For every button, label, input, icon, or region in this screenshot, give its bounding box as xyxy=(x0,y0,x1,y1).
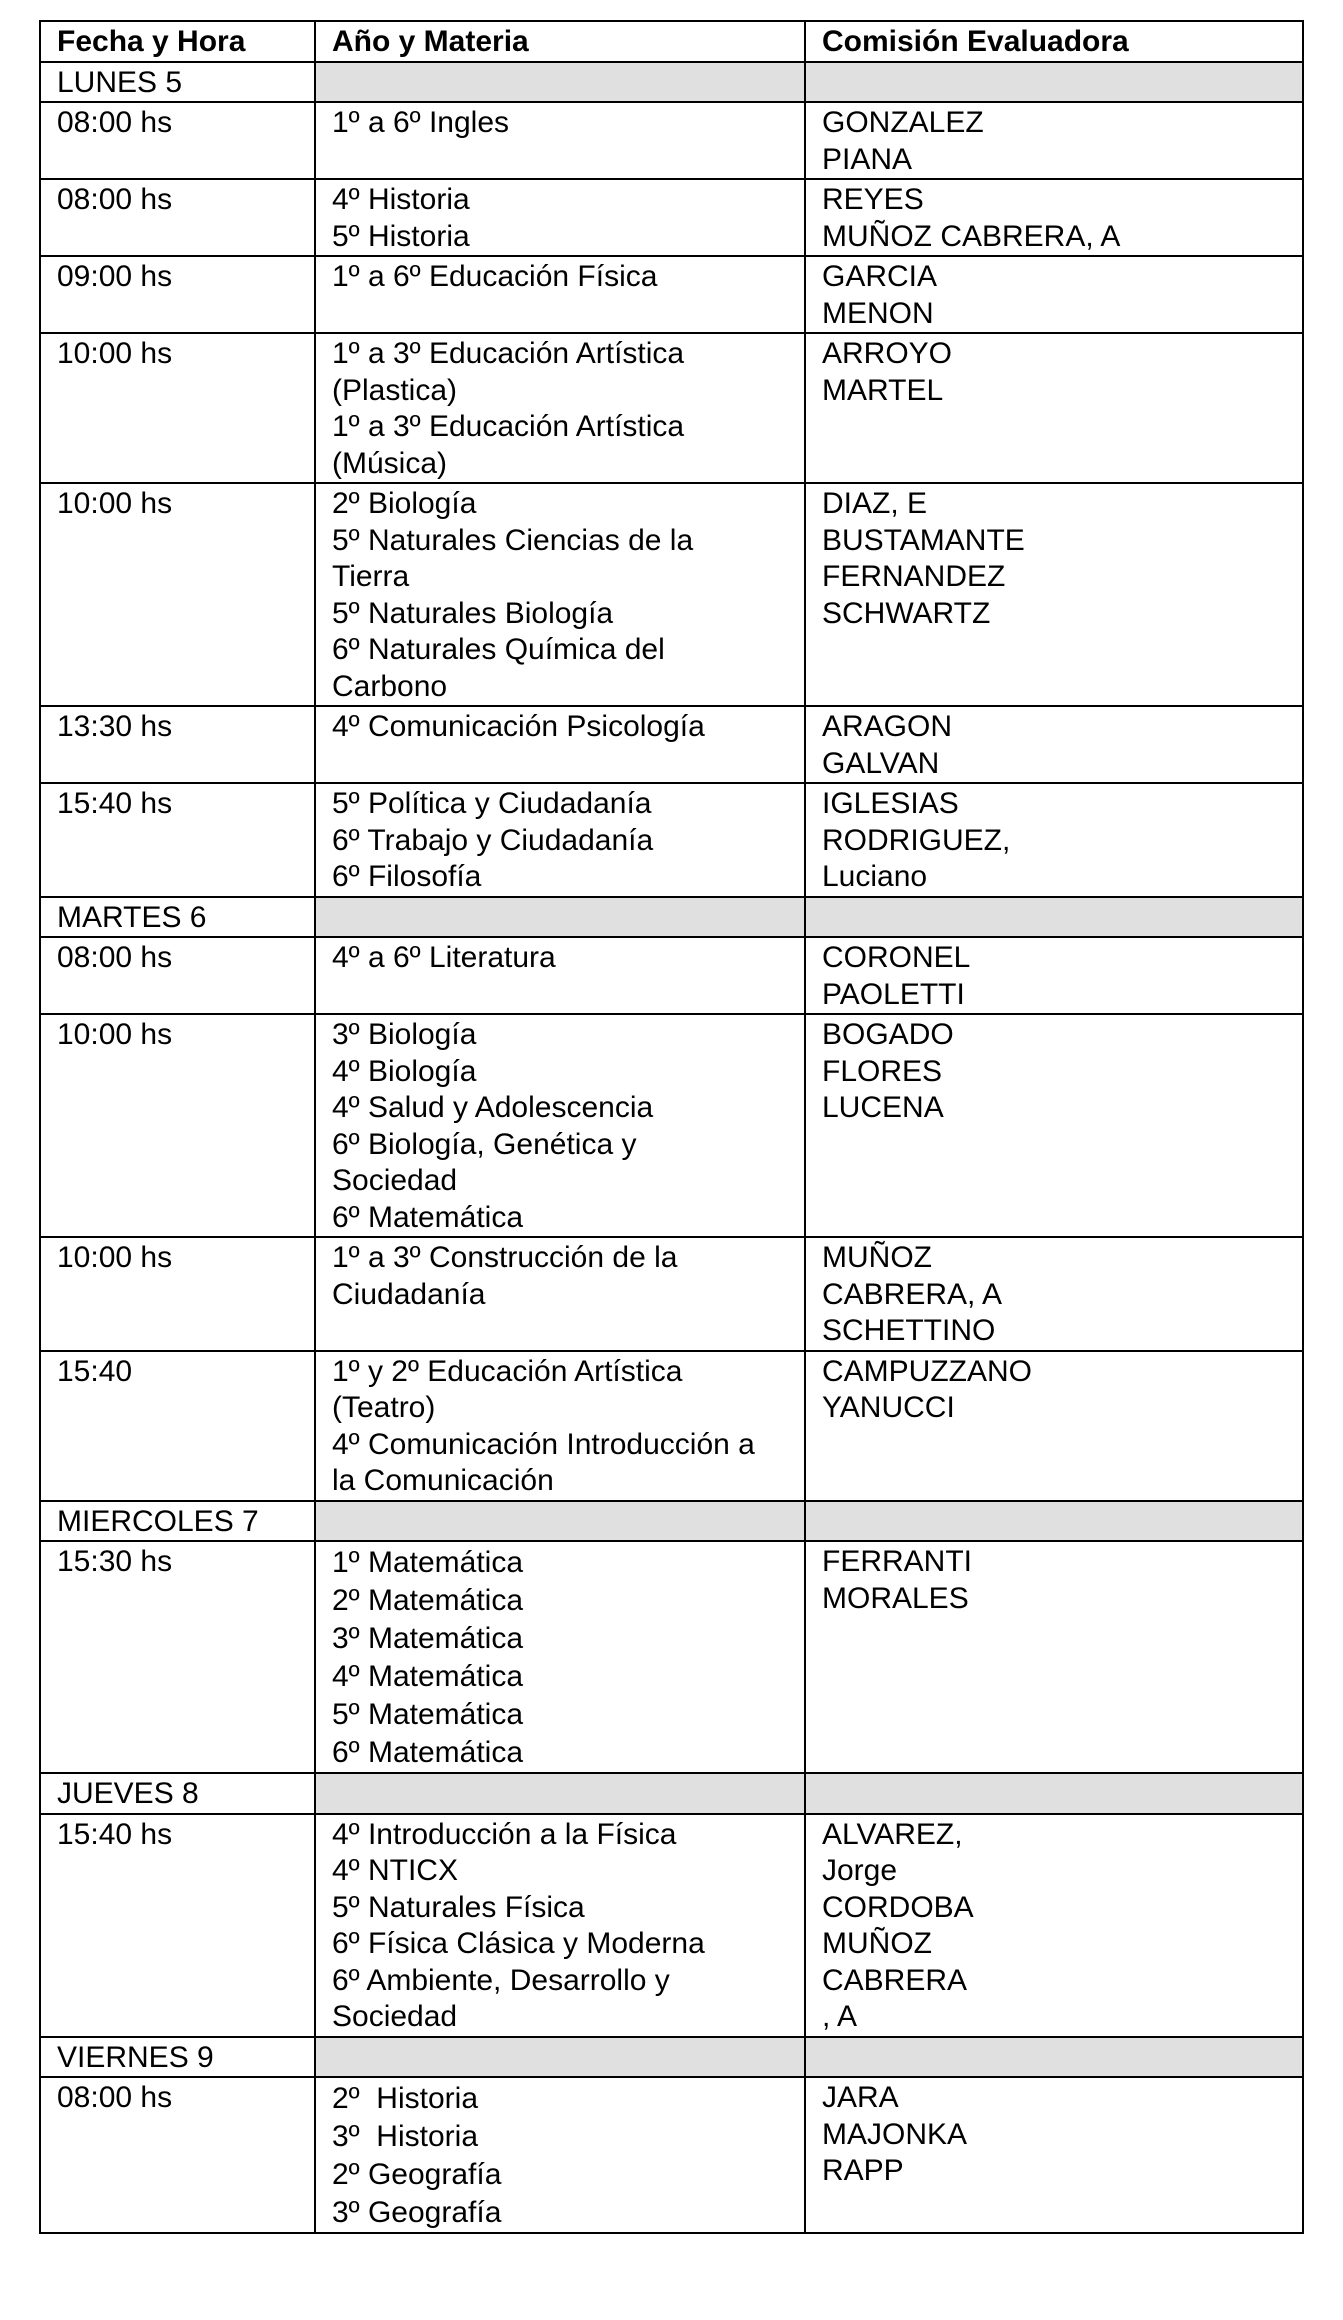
exam-commission-line: ARAGON xyxy=(822,710,953,743)
exam-commission-line: Jorge xyxy=(822,1854,898,1887)
exam-subjects xyxy=(315,102,805,179)
exam-commission-line: PAOLETTI xyxy=(822,977,965,1011)
exam-subjects-line: 1º a 3º Educación Artística xyxy=(332,410,685,443)
exam-time: 10:00 hs xyxy=(40,483,315,706)
exam-subjects-line: la Comunicación xyxy=(332,1464,554,1497)
exam-row xyxy=(40,102,1303,179)
day-row xyxy=(40,2037,1303,2078)
exam-subjects-line: 6º Naturales Química del xyxy=(332,633,665,666)
exam-commission xyxy=(805,1014,1303,1237)
exam-subjects-line: 1º a 3º Educación Artística xyxy=(332,337,685,370)
header-row xyxy=(40,21,1303,62)
exam-time: 15:30 hs xyxy=(40,1541,315,1773)
exam-subjects-line: Sociedad xyxy=(332,2000,458,2033)
exam-commission xyxy=(805,179,1303,256)
exam-subjects-line: 1º a 6º Educación Física xyxy=(332,260,658,293)
exam-subjects xyxy=(315,1014,805,1237)
exam-commission xyxy=(805,937,1303,1014)
exam-commission xyxy=(805,706,1303,783)
exam-row xyxy=(40,1541,1303,1773)
day-label: LUNES 5 xyxy=(40,62,315,103)
exam-commission xyxy=(805,483,1303,706)
exam-commission-line: FLORES xyxy=(822,1054,943,1088)
exam-subjects-line: 4º Historia xyxy=(332,183,470,216)
day-label: JUEVES 8 xyxy=(40,1773,315,1814)
exam-commission xyxy=(805,256,1303,333)
exam-subjects-line: 5º Matemática xyxy=(332,1698,524,1731)
header-date-time: Fecha y Hora xyxy=(40,21,315,62)
exam-subjects xyxy=(315,1814,805,2037)
exam-time: 08:00 hs xyxy=(40,2077,315,2233)
exam-subjects-line: 4º a 6º Literatura xyxy=(332,941,556,974)
day-shade-cell xyxy=(315,2037,805,2078)
exam-time: 10:00 hs xyxy=(40,333,315,483)
exam-subjects-line: 6º Ambiente, Desarrollo y xyxy=(332,1963,670,1997)
exam-commission-line: REYES xyxy=(822,183,924,216)
exam-subjects-line: 1º a 6º Ingles xyxy=(332,106,510,139)
exam-commission-line: MUÑOZ xyxy=(822,1927,932,1960)
exam-commission-line: YANUCCI xyxy=(822,1391,955,1424)
exam-commission-line: MUÑOZ CABRERA, A xyxy=(822,219,1121,253)
exam-subjects-line: 6º Matemática xyxy=(332,1200,524,1234)
exam-row xyxy=(40,2077,1303,2233)
exam-subjects-line: 5º Naturales Biología xyxy=(332,596,614,630)
exam-subjects-line: 4º Salud y Adolescencia xyxy=(332,1091,654,1124)
exam-subjects-line: 4º Comunicación Psicología xyxy=(332,710,705,743)
exam-commission-line: JARA xyxy=(822,2081,899,2114)
exam-subjects-line: Ciudadanía xyxy=(332,1277,486,1311)
exam-subjects-line: 3º Historia xyxy=(332,2120,479,2153)
exam-subjects-line: 6º Trabajo y Ciudadanía xyxy=(332,823,654,857)
exam-subjects-line: 4º Biología xyxy=(332,1054,477,1088)
day-shade-cell xyxy=(315,1501,805,1542)
day-shade-cell xyxy=(805,1773,1303,1814)
exam-subjects-line: 6º Filosofía xyxy=(332,860,482,893)
exam-row xyxy=(40,706,1303,783)
exam-commission xyxy=(805,1814,1303,2037)
exam-subjects-line: 2º Biología xyxy=(332,487,477,520)
exam-commission-line: BUSTAMANTE xyxy=(822,523,1025,557)
exam-commission xyxy=(805,102,1303,179)
exam-row xyxy=(40,1014,1303,1237)
exam-subjects xyxy=(315,706,805,783)
exam-commission-line: BOGADO xyxy=(822,1018,954,1051)
exam-subjects xyxy=(315,333,805,483)
day-row xyxy=(40,897,1303,938)
exam-subjects-line: (Plastica) xyxy=(332,373,458,407)
exam-subjects-line: 6º Biología, Genética y xyxy=(332,1127,637,1161)
exam-commission xyxy=(805,783,1303,897)
day-shade-cell xyxy=(805,2037,1303,2078)
day-label: MARTES 6 xyxy=(40,897,315,938)
day-shade-cell xyxy=(805,1501,1303,1542)
exam-row xyxy=(40,937,1303,1014)
day-row xyxy=(40,1501,1303,1542)
exam-time: 13:30 hs xyxy=(40,706,315,783)
exam-row xyxy=(40,783,1303,897)
exam-time: 09:00 hs xyxy=(40,256,315,333)
exam-subjects-line: 1º y 2º Educación Artística xyxy=(332,1354,683,1388)
exam-commission-line: DIAZ, E xyxy=(822,487,928,520)
exam-subjects-line: 2º Geografía xyxy=(332,2158,502,2191)
header-year-subject: Año y Materia xyxy=(315,21,805,62)
exam-row xyxy=(40,333,1303,483)
exam-commission-line: CORDOBA xyxy=(822,1890,974,1924)
day-shade-cell xyxy=(805,897,1303,938)
exam-subjects-line: 4º Introducción a la Física xyxy=(332,1817,677,1851)
exam-subjects-line: 3º Matemática xyxy=(332,1622,524,1655)
exam-subjects-line: 4º Comunicación Introducción a xyxy=(332,1427,755,1461)
exam-subjects-line: (Teatro) xyxy=(332,1391,436,1424)
exam-commission-line: GONZALEZ xyxy=(822,106,984,139)
exam-subjects xyxy=(315,1237,805,1351)
exam-commission-line: MARTEL xyxy=(822,373,944,407)
exam-row xyxy=(40,1351,1303,1501)
exam-row xyxy=(40,1237,1303,1351)
exam-subjects xyxy=(315,783,805,897)
exam-row xyxy=(40,179,1303,256)
exam-schedule-table xyxy=(39,20,1304,2234)
exam-time: 08:00 hs xyxy=(40,179,315,256)
exam-time: 10:00 hs xyxy=(40,1014,315,1237)
exam-subjects-line: 5º Naturales Física xyxy=(332,1890,585,1924)
exam-commission-line: CABRERA, A xyxy=(822,1277,1003,1311)
exam-commission-line: GARCIA xyxy=(822,260,938,293)
day-label: VIERNES 9 xyxy=(40,2037,315,2078)
day-shade-cell xyxy=(315,62,805,103)
exam-subjects-line: 1º a 3º Construcción de la xyxy=(332,1241,678,1274)
exam-subjects-line: Sociedad xyxy=(332,1164,458,1197)
exam-subjects-line: 6º Matemática xyxy=(332,1736,524,1769)
exam-commission-line: MUÑOZ xyxy=(822,1241,932,1274)
exam-commission-line: SCHWARTZ xyxy=(822,596,991,630)
exam-commission-line: PIANA xyxy=(822,142,913,176)
exam-subjects xyxy=(315,483,805,706)
exam-commission-line: CABRERA xyxy=(822,1963,968,1997)
day-label: MIERCOLES 7 xyxy=(40,1501,315,1542)
exam-subjects xyxy=(315,1351,805,1501)
exam-time: 08:00 hs xyxy=(40,937,315,1014)
exam-commission-line: MAJONKA xyxy=(822,2117,968,2151)
header-commission: Comisión Evaluadora xyxy=(805,21,1303,62)
exam-subjects-line: 3º Geografía xyxy=(332,2196,502,2229)
exam-commission xyxy=(805,2077,1303,2233)
exam-subjects-line: 5º Naturales Ciencias de la xyxy=(332,523,694,557)
exam-subjects-line: Tierra xyxy=(332,560,410,593)
exam-commission xyxy=(805,333,1303,483)
exam-subjects-line: Carbono xyxy=(332,669,448,703)
exam-commission-line: RAPP xyxy=(822,2154,904,2187)
exam-commission-line: CAMPUZZANO xyxy=(822,1354,1032,1388)
exam-commission-line: ARROYO xyxy=(822,337,953,370)
exam-commission-line: LUCENA xyxy=(822,1091,944,1124)
exam-row xyxy=(40,256,1303,333)
day-row xyxy=(40,1773,1303,1814)
exam-subjects-line: (Música) xyxy=(332,446,448,480)
day-shade-cell xyxy=(805,62,1303,103)
day-shade-cell xyxy=(315,897,805,938)
exam-commission-line: FERNANDEZ xyxy=(822,560,1006,593)
day-row xyxy=(40,62,1303,103)
exam-subjects-line: 2º Matemática xyxy=(332,1584,524,1617)
exam-commission-line: MORALES xyxy=(822,1581,969,1615)
exam-time: 15:40 xyxy=(40,1351,315,1501)
exam-subjects-line: 2º Historia xyxy=(332,2082,479,2115)
exam-time: 15:40 hs xyxy=(40,783,315,897)
exam-time: 10:00 hs xyxy=(40,1237,315,1351)
exam-subjects-line: 5º Política y Ciudadanía xyxy=(332,787,652,820)
exam-time: 08:00 hs xyxy=(40,102,315,179)
exam-commission-line: ALVAREZ, xyxy=(822,1817,963,1851)
exam-commission-line: MENON xyxy=(822,296,934,330)
exam-commission-line: FERRANTI xyxy=(822,1545,972,1578)
exam-subjects xyxy=(315,2077,805,2233)
exam-commission-line: SCHETTINO xyxy=(822,1314,996,1347)
exam-commission xyxy=(805,1351,1303,1501)
exam-subjects xyxy=(315,937,805,1014)
exam-subjects xyxy=(315,256,805,333)
exam-subjects-line: 5º Historia xyxy=(332,219,470,253)
exam-subjects-line: 6º Física Clásica y Moderna xyxy=(332,1927,705,1960)
exam-subjects-line: 4º NTICX xyxy=(332,1854,458,1887)
exam-commission-line: , A xyxy=(822,2000,858,2033)
day-shade-cell xyxy=(315,1773,805,1814)
exam-commission-line: IGLESIAS xyxy=(822,787,959,820)
exam-subjects-line: 4º Matemática xyxy=(332,1660,524,1693)
exam-subjects-line: 3º Biología xyxy=(332,1018,477,1051)
exam-commission-line: GALVAN xyxy=(822,746,940,780)
exam-subjects xyxy=(315,1541,805,1773)
exam-subjects xyxy=(315,179,805,256)
exam-time: 15:40 hs xyxy=(40,1814,315,2037)
exam-commission xyxy=(805,1237,1303,1351)
exam-commission-line: Luciano xyxy=(822,860,928,893)
exam-commission xyxy=(805,1541,1303,1773)
exam-row xyxy=(40,483,1303,706)
exam-commission-line: CORONEL xyxy=(822,941,971,974)
exam-commission-line: RODRIGUEZ, xyxy=(822,823,1011,857)
exam-row xyxy=(40,1814,1303,2037)
exam-subjects-line: 1º Matemática xyxy=(332,1546,524,1579)
